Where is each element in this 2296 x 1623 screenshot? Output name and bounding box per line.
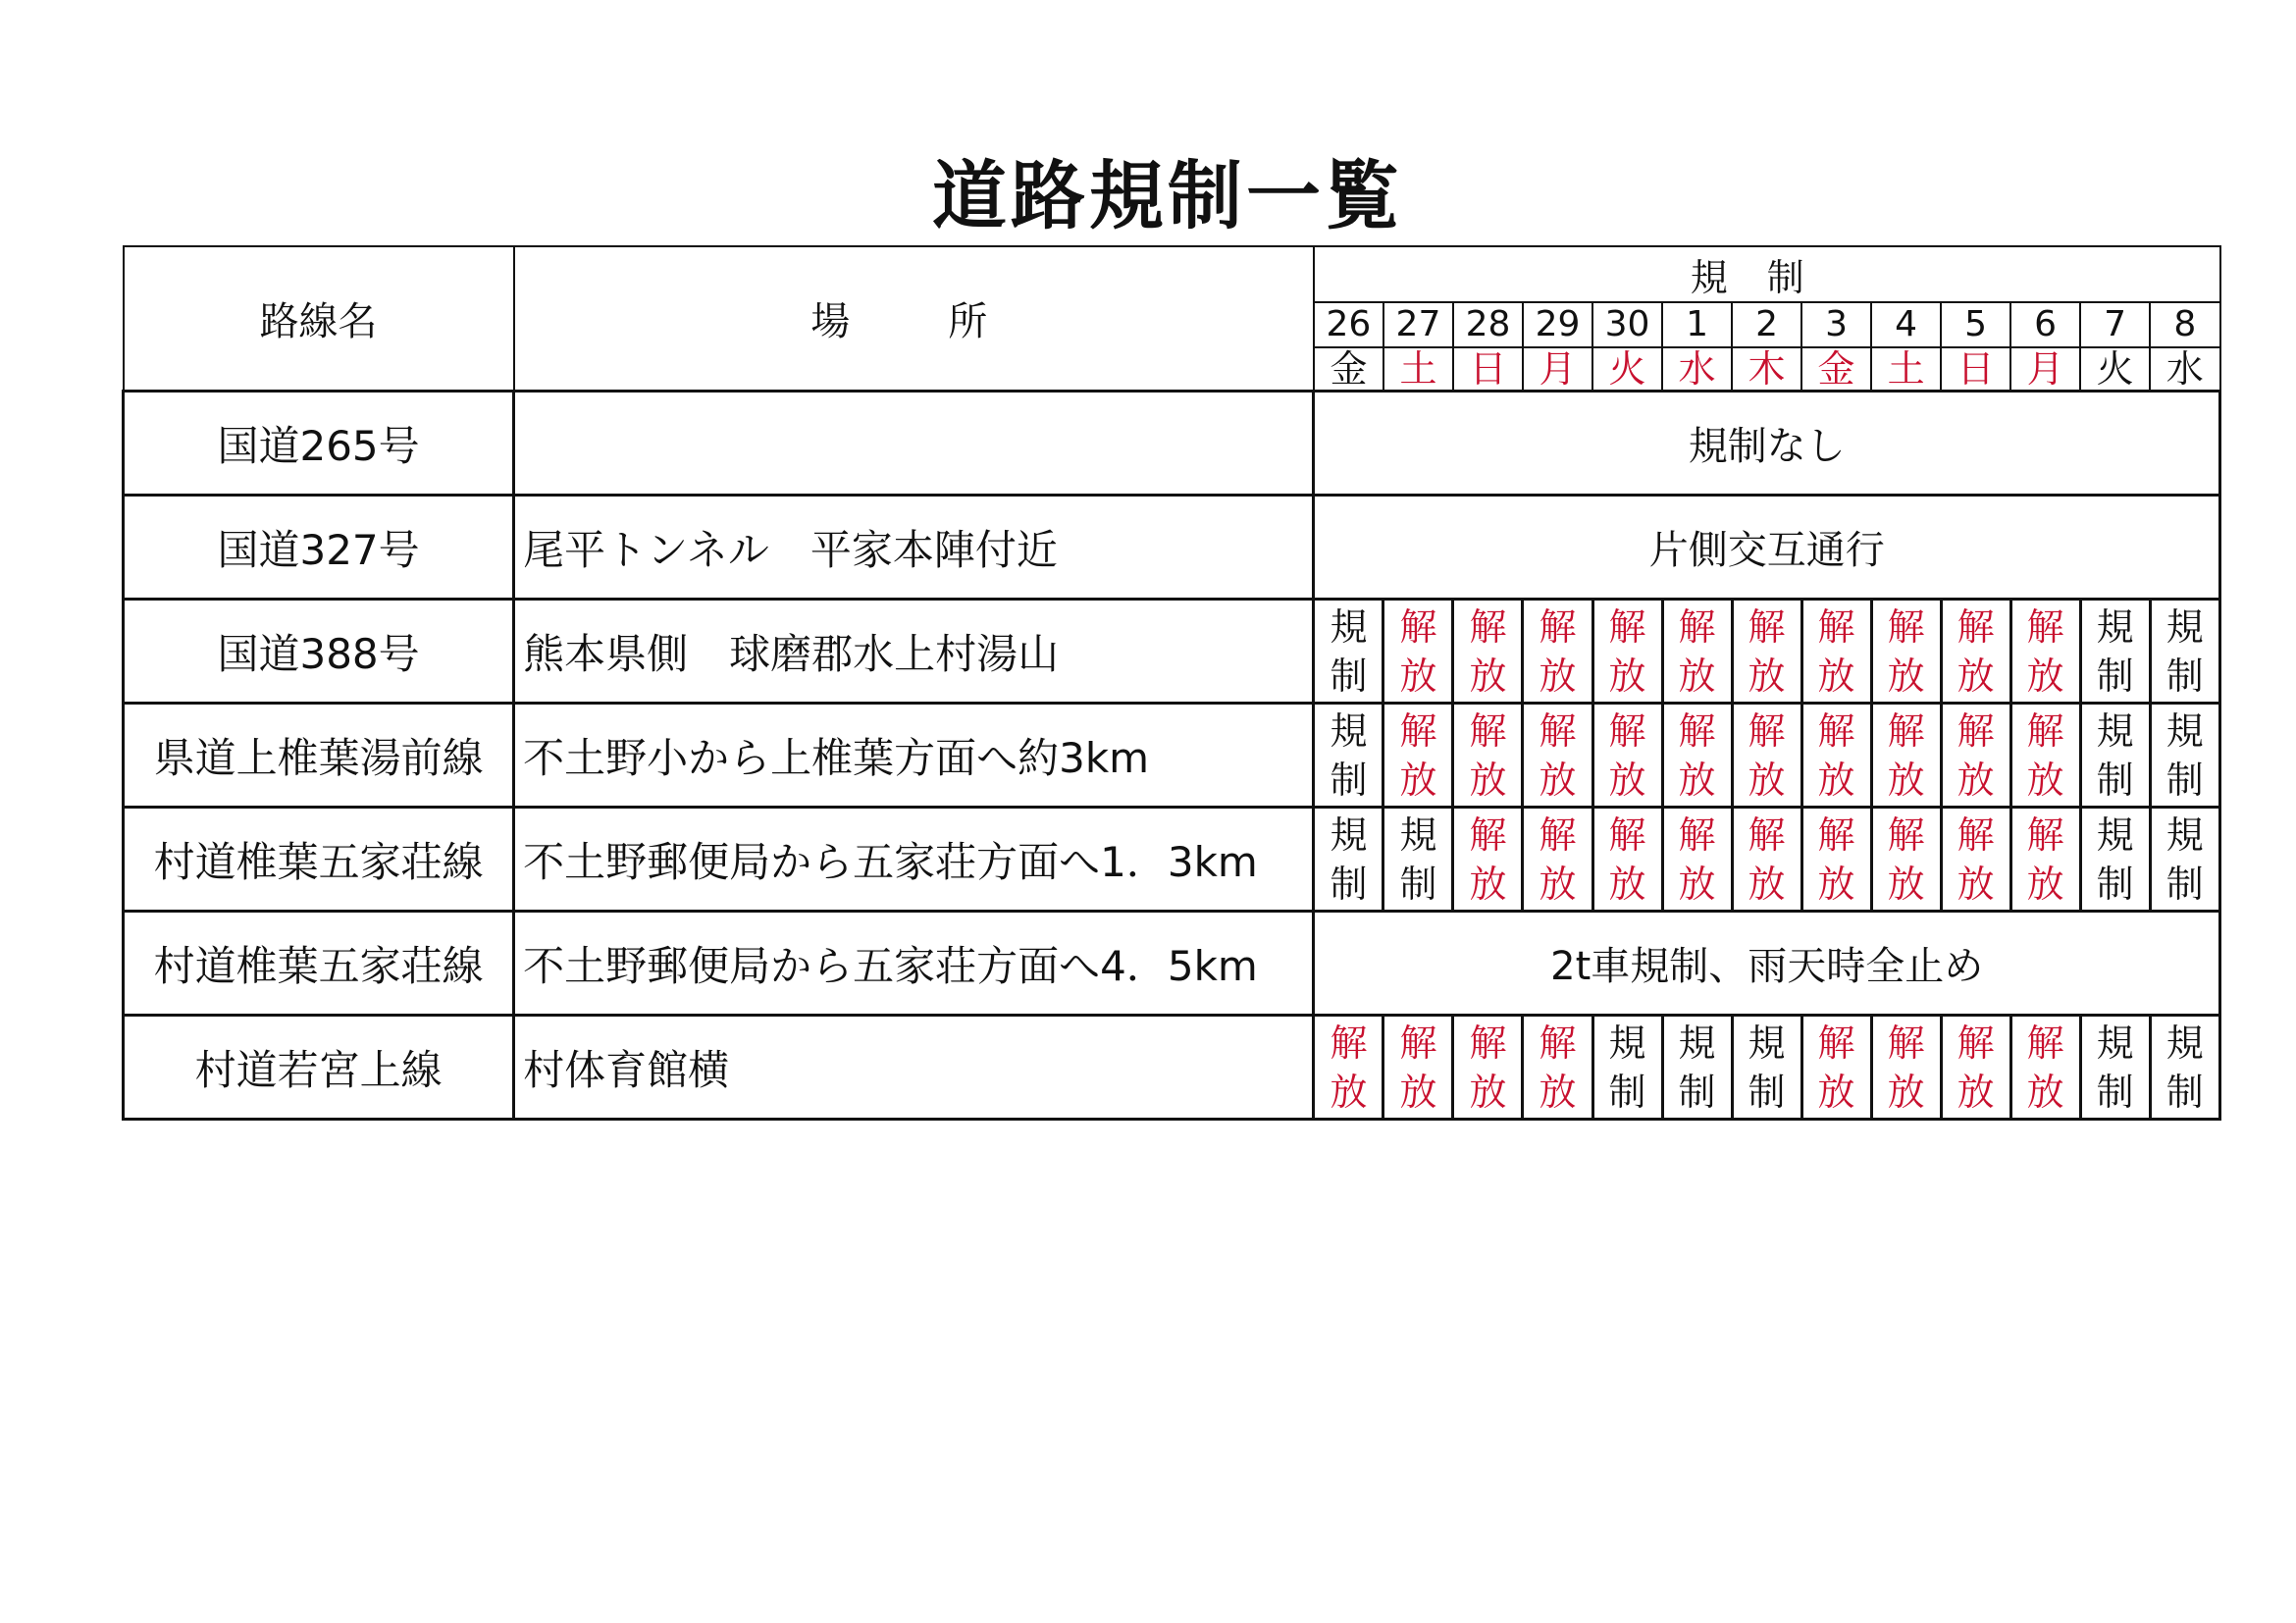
status-char: 放 (1957, 758, 1995, 802)
status-closed (2080, 1016, 2150, 1120)
status-char: 放 (1957, 1070, 1995, 1114)
status-char: 解 (1539, 604, 1577, 649)
status-char: 解 (1539, 1021, 1577, 1065)
status-char: 解 (1817, 604, 1855, 649)
weekday: 木 (1732, 347, 1801, 392)
status-closed (1383, 808, 1453, 912)
status-char: 規 (2096, 604, 2134, 649)
status-char: 放 (1539, 862, 1577, 906)
status-char: 制 (1330, 654, 1368, 698)
status-char: 制 (1678, 1070, 1716, 1114)
status-closed (2150, 1016, 2219, 1120)
status-open (1941, 704, 2010, 808)
status-char: 解 (1399, 1021, 1437, 1065)
status-char: 解 (1817, 1021, 1855, 1065)
status-closed (2080, 704, 2150, 808)
weekday: 金 (1801, 347, 1871, 392)
status-char: 制 (1330, 758, 1368, 802)
status-open (1871, 704, 1941, 808)
day-number: 29 (1523, 302, 1592, 347)
status-char: 解 (1469, 812, 1507, 857)
status-char: 放 (1399, 758, 1437, 802)
day-number: 5 (1941, 302, 2010, 347)
status-char: 放 (1539, 654, 1577, 698)
status-char: 解 (1748, 604, 1786, 649)
day-number: 4 (1871, 302, 1941, 347)
status-open (1383, 704, 1453, 808)
status-char: 規 (2096, 812, 2134, 857)
status-open (1523, 704, 1592, 808)
page-title: 道路規制一覧 (932, 152, 1403, 239)
status-open (1453, 600, 1523, 704)
weekday: 火 (2080, 347, 2150, 392)
status-char: 放 (1539, 1070, 1577, 1114)
status-char: 解 (2026, 708, 2064, 753)
place-cell: 不土野郵便局から五家荘方面へ1．3km (514, 808, 1314, 912)
status-char: 放 (2026, 1070, 2064, 1114)
status-char: 制 (1748, 1070, 1786, 1114)
status-open (1523, 1016, 1592, 1120)
status-char: 放 (1748, 862, 1786, 906)
route-name: 県道上椎葉湯前線 (124, 704, 514, 808)
status-char: 解 (1469, 604, 1507, 649)
status-char: 放 (1608, 654, 1646, 698)
status-char: 放 (1817, 654, 1855, 698)
status-char: 解 (1539, 812, 1577, 857)
table-row (124, 1016, 2220, 1120)
weekday: 水 (1662, 347, 1732, 392)
status-closed (1314, 808, 1383, 912)
status-char: 規 (1608, 1021, 1646, 1065)
status-char: 規 (1330, 708, 1368, 753)
status-char: 放 (1678, 654, 1716, 698)
status-closed (1314, 600, 1383, 704)
status-char: 放 (1817, 1070, 1855, 1114)
status-open (1592, 600, 1662, 704)
status-char: 解 (1608, 708, 1646, 753)
status-char: 放 (1887, 654, 1925, 698)
weekday: 火 (1592, 347, 1662, 392)
status-open (1453, 808, 1523, 912)
status-char: 制 (2096, 758, 2134, 802)
weekday: 月 (2010, 347, 2080, 392)
status-char: 規 (2166, 604, 2204, 649)
status-char: 解 (2026, 812, 2064, 857)
status-char: 制 (2166, 862, 2204, 906)
table-row (124, 600, 2220, 704)
day-number: 3 (1801, 302, 1871, 347)
status-char: 解 (1399, 708, 1437, 753)
status-char: 解 (1748, 708, 1786, 753)
day-number: 2 (1732, 302, 1801, 347)
status-char: 放 (1817, 862, 1855, 906)
status-char: 放 (1469, 862, 1507, 906)
status-closed (2150, 704, 2219, 808)
status-open (1453, 704, 1523, 808)
status-char: 規 (2096, 1021, 2134, 1065)
status-char: 規 (2096, 708, 2134, 753)
status-char: 放 (1748, 758, 1786, 802)
status-char: 解 (2026, 604, 2064, 649)
status-open (1801, 808, 1871, 912)
status-closed (2080, 600, 2150, 704)
status-char: 解 (1469, 1021, 1507, 1065)
status-closed (1592, 1016, 1662, 1120)
status-open (1801, 1016, 1871, 1120)
status-open (1871, 1016, 1941, 1120)
status-open (1801, 600, 1871, 704)
status-char: 放 (1469, 1070, 1507, 1114)
status-char: 解 (1748, 812, 1786, 857)
status-char: 解 (1887, 604, 1925, 649)
route-name: 村道若宮上線 (124, 1016, 514, 1120)
regulation-summary: 片側交互通行 (1314, 496, 2220, 600)
status-closed (2150, 600, 2219, 704)
status-open (2010, 808, 2080, 912)
status-char: 放 (1678, 758, 1716, 802)
status-open (2010, 704, 2080, 808)
status-open (1662, 600, 1732, 704)
status-char: 放 (2026, 862, 2064, 906)
status-open (1523, 808, 1592, 912)
header-place: 場 所 (514, 246, 1314, 392)
status-char: 放 (1817, 758, 1855, 802)
status-char: 放 (1330, 1070, 1368, 1114)
status-char: 放 (1957, 862, 1995, 906)
status-char: 制 (1399, 862, 1437, 906)
status-char: 放 (1399, 654, 1437, 698)
status-char: 解 (1469, 708, 1507, 753)
status-char: 解 (1678, 812, 1716, 857)
place-cell: 熊本県側 球磨郡水上村湯山 (514, 600, 1314, 704)
status-open (1871, 808, 1941, 912)
place-cell: 不土野郵便局から五家荘方面へ4．5km (514, 912, 1314, 1016)
status-char: 放 (1748, 654, 1786, 698)
status-open (1732, 600, 1801, 704)
status-char: 解 (1887, 708, 1925, 753)
header-regulation: 規制 (1314, 246, 2220, 302)
status-open (1732, 704, 1801, 808)
status-open (1941, 1016, 2010, 1120)
place-cell (514, 392, 1314, 496)
status-char: 制 (2096, 1070, 2134, 1114)
status-closed (1662, 1016, 1732, 1120)
header-route: 路線名 (124, 246, 514, 392)
status-char: 制 (2096, 654, 2134, 698)
status-char: 放 (1399, 1070, 1437, 1114)
status-open (1662, 704, 1732, 808)
status-char: 放 (1887, 758, 1925, 802)
regulation-table (122, 245, 2221, 1121)
day-number: 28 (1453, 302, 1523, 347)
route-name: 村道椎葉五家荘線 (124, 912, 514, 1016)
day-number: 27 (1383, 302, 1453, 347)
status-char: 解 (1678, 604, 1716, 649)
status-open (1941, 808, 2010, 912)
status-char: 放 (1678, 862, 1716, 906)
status-open (2010, 600, 2080, 704)
status-char: 解 (1957, 812, 1995, 857)
status-char: 放 (2026, 758, 2064, 802)
status-open (1314, 1016, 1383, 1120)
status-char: 規 (1330, 604, 1368, 649)
table-row (124, 704, 2220, 808)
status-open (1523, 600, 1592, 704)
day-number: 8 (2150, 302, 2219, 347)
status-char: 制 (2166, 1070, 2204, 1114)
status-open (1453, 1016, 1523, 1120)
status-char: 放 (2026, 654, 2064, 698)
status-open (1383, 600, 1453, 704)
route-name: 国道265号 (124, 392, 514, 496)
status-closed (1732, 1016, 1801, 1120)
weekday: 土 (1383, 347, 1453, 392)
status-char: 規 (1748, 1021, 1786, 1065)
table-row (124, 496, 2220, 600)
status-char: 解 (1399, 604, 1437, 649)
table-row (124, 392, 2220, 496)
weekday: 土 (1871, 347, 1941, 392)
status-char: 解 (1539, 708, 1577, 753)
place-cell: 尾平トンネル 平家本陣付近 (514, 496, 1314, 600)
status-char: 規 (1678, 1021, 1716, 1065)
status-char: 制 (2166, 654, 2204, 698)
status-char: 解 (1887, 1021, 1925, 1065)
regulation-summary: 規制なし (1314, 392, 2220, 496)
table-row (124, 912, 2220, 1016)
status-open (2010, 1016, 2080, 1120)
status-char: 解 (1608, 604, 1646, 649)
status-char: 制 (1330, 862, 1368, 906)
status-char: 解 (2026, 1021, 2064, 1065)
status-char: 解 (1887, 812, 1925, 857)
weekday: 金 (1314, 347, 1383, 392)
weekday: 日 (1941, 347, 2010, 392)
route-name: 国道388号 (124, 600, 514, 704)
status-open (1662, 808, 1732, 912)
status-char: 解 (1817, 708, 1855, 753)
status-char: 規 (1330, 812, 1368, 857)
status-char: 放 (1608, 862, 1646, 906)
day-number: 1 (1662, 302, 1732, 347)
status-char: 規 (2166, 1021, 2204, 1065)
status-open (1592, 808, 1662, 912)
status-char: 規 (2166, 708, 2204, 753)
status-char: 規 (1399, 812, 1437, 857)
day-number: 26 (1314, 302, 1383, 347)
weekday: 水 (2150, 347, 2219, 392)
status-char: 解 (1957, 708, 1995, 753)
route-name: 国道327号 (124, 496, 514, 600)
status-char: 放 (1608, 758, 1646, 802)
status-char: 解 (1957, 1021, 1995, 1065)
status-char: 放 (1469, 758, 1507, 802)
status-char: 解 (1330, 1021, 1368, 1065)
day-number: 6 (2010, 302, 2080, 347)
weekday: 日 (1453, 347, 1523, 392)
table-row (124, 808, 2220, 912)
status-char: 制 (2096, 862, 2134, 906)
status-char: 放 (1469, 654, 1507, 698)
status-closed (1314, 704, 1383, 808)
day-number: 30 (1592, 302, 1662, 347)
status-open (1383, 1016, 1453, 1120)
regulation-summary: 2t車規制、雨天時全止め (1314, 912, 2220, 1016)
status-open (1801, 704, 1871, 808)
weekday: 月 (1523, 347, 1592, 392)
status-char: 規 (2166, 812, 2204, 857)
status-closed (2080, 808, 2150, 912)
status-open (1592, 704, 1662, 808)
status-char: 解 (1817, 812, 1855, 857)
status-closed (2150, 808, 2219, 912)
status-open (1732, 808, 1801, 912)
place-cell: 不土野小から上椎葉方面へ約3km (514, 704, 1314, 808)
status-char: 放 (1957, 654, 1995, 698)
day-number: 7 (2080, 302, 2150, 347)
status-char: 解 (1678, 708, 1716, 753)
status-char: 解 (1608, 812, 1646, 857)
status-open (1941, 600, 2010, 704)
status-char: 放 (1887, 862, 1925, 906)
status-char: 解 (1957, 604, 1995, 649)
place-cell: 村体育館横 (514, 1016, 1314, 1120)
route-name: 村道椎葉五家荘線 (124, 808, 514, 912)
status-char: 制 (2166, 758, 2204, 802)
status-open (1871, 600, 1941, 704)
status-char: 放 (1539, 758, 1577, 802)
status-char: 放 (1887, 1070, 1925, 1114)
status-char: 制 (1608, 1070, 1646, 1114)
